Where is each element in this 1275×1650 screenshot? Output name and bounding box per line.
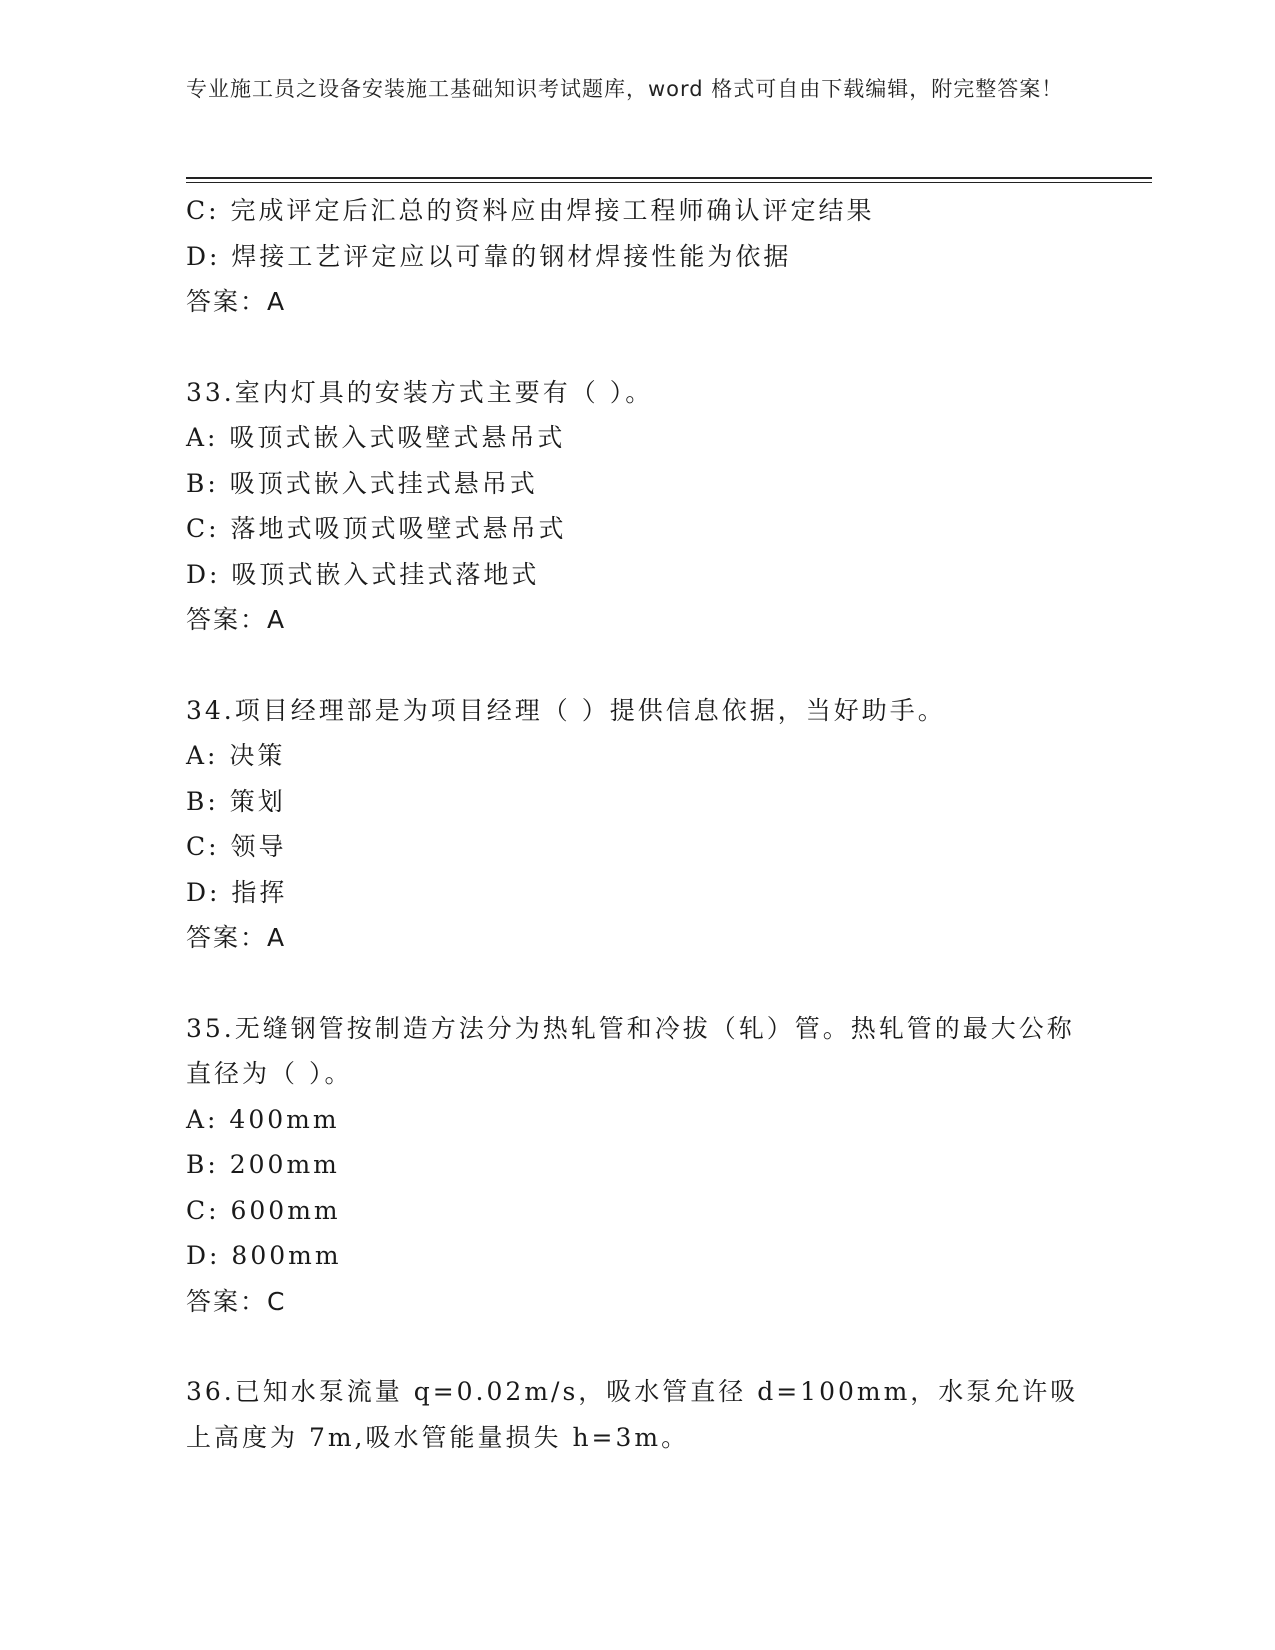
question-text: 35.无缝钢管按制造方法分为热轧管和冷拔（轧）管。热轧管的最大公称直径为（ ）。 (186, 1013, 1075, 1088)
answer-line: 答案：A (186, 923, 287, 952)
answer-line: 答案：C (186, 1286, 287, 1316)
option-a: A: 决策 (186, 741, 286, 770)
option-a: A: 吸顶式嵌入式吸壁式悬吊式 (186, 423, 566, 452)
question-34 (186, 688, 1086, 961)
option-c: C: 600mm (186, 1195, 341, 1225)
question-33 (186, 370, 1086, 643)
option-c: C: 完成评定后汇总的资料应由焊接工程师确认评定结果 (186, 196, 875, 225)
option-d: D: 焊接工艺评定应以可靠的钢材焊接性能为依据 (186, 241, 792, 271)
option-d: D: 吸顶式嵌入式挂式落地式 (186, 559, 540, 589)
option-b: B: 吸顶式嵌入式挂式悬吊式 (186, 468, 538, 498)
partial-question (186, 188, 1086, 325)
option-c: C: 落地式吸顶式吸壁式悬吊式 (186, 514, 567, 543)
header-divider-thick (186, 177, 1152, 179)
header-divider-thin (186, 182, 1152, 183)
question-36 (186, 1369, 1086, 1460)
spacer (186, 643, 1086, 688)
spacer (186, 325, 1086, 370)
option-d: D: 指挥 (186, 877, 288, 907)
question-35 (186, 1006, 1086, 1325)
answer-line: 答案：A (186, 605, 287, 634)
option-c: C: 领导 (186, 832, 287, 861)
question-text: 34.项目经理部是为项目经理（ ）提供信息依据，当好助手。 (186, 695, 946, 725)
question-text: 33.室内灯具的安装方式主要有（ ）。 (186, 377, 654, 407)
question-list (186, 188, 1086, 1460)
spacer (186, 961, 1086, 1006)
header-text: 专业施工员之设备安装施工基础知识考试题库，word 格式可自由下载编辑，附完整答案！ (186, 77, 1064, 101)
option-b: B: 200mm (186, 1150, 340, 1179)
option-b: B: 策划 (186, 786, 286, 816)
question-text: 36.已知水泵流量 q=0.02m/s，吸水管直径 d=100mm，水泵允许吸上高度为 7m,吸水管能量损失 h=3m。 (186, 1377, 1079, 1452)
spacer (186, 1324, 1086, 1369)
option-a: A: 400mm (186, 1104, 340, 1134)
document-header (186, 74, 1076, 105)
answer-line: 答案：A (186, 287, 287, 316)
option-d: D: 800mm (186, 1241, 342, 1270)
